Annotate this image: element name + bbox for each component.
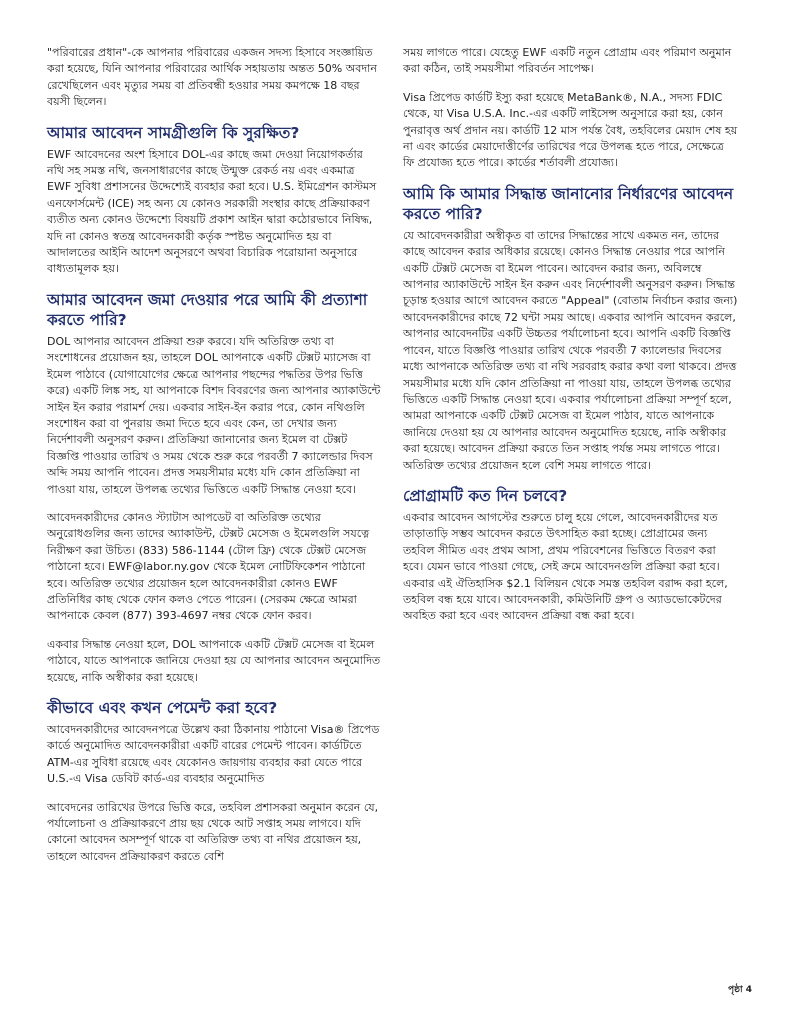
paragraph-materials-secure: EWF আবেদনের অংশ হিসাবে DOL-এর কাছে জমা দেওয়া নিয়োগকর্তার নথি সহ সমস্ত নথি, জনসাধারণের কাছে উন্মুক্ত রেকর্ড নয় এবং একমাত্র EWF সুবিধা প্রশাসনের উদ্দেশ্যেই ব্যবহার করা হবে। U.S. ইমিগ্রেশন কাস্টমস এনফোর্সমেন্ট (ICE) সহ অন্য যে কোনও সরকারী সংস্থার কাছে প্রক্রিয়াকরণ ব্যতীত অন্য কোনও উদ্দেশ্যে বিষয়টি প্রকাশ আইন দ্বারা কঠোরভাবে নিষিদ্ধ, যদি না কোনও স্বতন্ত্র আবেদনকারী কর্তৃক স্পষ্টভ অনুমোদিত হয় বা আদালতের আইনি আদেশ অনুসরণে অথবা বিচারিক পরোয়ানা অনুসারে বাধ্যতামূলক হয়। xyxy=(47,147,377,276)
page-number: পৃষ্ঠা 4 xyxy=(728,985,752,995)
paragraph-visa-card: Visa প্রিপেড কার্ডটি ইস্যু করা হয়েছে MetaBank®, N.A., সদস্য FDIC থেকে, যা Visa U.S.A. Inc.-এর একটি লাইসেন্স অনুসারে করা হয়, কোন পুনরাবৃত্ত অর্থ প্রদান নয়। কার্ডটি 12 মাস পর্যন্ত বৈধ, তহবিলের মেয়াদ শেষ হয় না এবং কার্ডের মেয়াদোত্তীর্ণের তারিখের পরে উপলব্ধ হতে পারে, সেক্ষেত্রে ফি প্রযোজ্য হতে পারে। কার্ডের শর্তাবলী প্রযোজ্য। xyxy=(403,90,738,170)
paragraph-status-updates: আবেদনকারীদের কোনও স্ট্যাটাস আপডেট বা অতিরিক্ত তথ্যের অনুরোধগুলির জন্য তাদের অ্যাকাউন্ট, টেক্সট মেসেজ ও ইমেলগুলি সযত্নে নিরীক্ষণ করা উচিত। (833) 586-1144 (টোল ফ্রি) থেকে টেক্সট মেসেজ পাঠানো হবে। EWF@labor.ny.gov থেকে ইমেল নোটিফিকেশন পাঠানো হবে। অতিরিক্ত তথ্যের প্রয়োজন হলে আবেদনকারীরা কোনও EWF প্রতিনিধির কাছ থেকে ফোন কলও পেতে পারেন। (সেরকম ক্ষেত্রে আমরা আপনাকে কেবল (877) 393-4697 নম্বর থেকে ফোন করব। xyxy=(47,510,370,623)
paragraph-appeal: যে আবেদনকারীরা অস্বীকৃত বা তাদের সিদ্ধান্তের সাথে একমত নন, তাদের কাছে আবেদন করার অধিকার রয়েছে। কোনও সিদ্ধান্ত নেওয়ার পরে আপনি একটি টেক্সট মেসেজ বা ইমেল পাবেন। আবেদন করার জন্য, অবিলম্বে আপনার অ্যাকাউন্টে সাইন ইন করুন এবং নির্দেশাবলী অনুসরণ করুন। সিদ্ধান্ত চূড়ান্ত হওয়ার আগে আবেদন করতে "Appeal" (বোতাম নির্বাচন করার জন্য) আবেদনকারীদের কাছে 72 ঘন্টা সময় আছে। একবার আপনি আবেদন করলে, আপনার আবেদনটির একটি উচ্চতর পর্যালোচনা হবে। আপনি একটি বিজ্ঞপ্তি পাবেন, যাতে বিজ্ঞপ্তি পাওয়ার তারিখ থেকে পরবর্তী 7 ক্যালেন্ডার দিবসের মধ্যে আপনাকে অতিরিক্ত তথ্য বা নথি সরবরাহ করার কথা বলা থাকবে। প্রদত্ত সময়সীমার মধ্যে যদি কোন প্রতিক্রিয়া না পাওয়া যায়, তাহলে উপলব্ধ তথ্যের ভিত্তিতে একটি সিদ্ধান্ত নেওয়া হবে। একবার পর্যালোচনা প্রক্রিয়া সম্পূর্ণ হলে, আমরা আপনাকে একটি টেক্সট মেসেজ বা ইমেল পাঠাব, যাতে আপনাকে জানিয়ে দেওয়া হয় যে আপনার আবেদন অনুমোদিত হয়েছে, নাকি অস্বীকার করা হয়েছে। আবেদন প্রক্রিয়া করতে তিন সপ্তাহ পর্যন্ত সময় লাগতে পারে। অতিরিক্ত তথ্যের প্রয়োজন হলে বেশি সময় লাগতে পারে। xyxy=(403,228,738,472)
paragraph-decision-notice: একবার সিদ্ধান্ত নেওয়া হলে, DOL আপনাকে একটি টেক্সট মেসেজ বা ইমেল পাঠাবে, যাতে আপনাকে জানিয়ে দেওয়া হয় যে আপনার আবেদন অনুমোদিত হয়েছে, নাকি অস্বীকার করা হয়েছে। xyxy=(47,637,381,684)
left-column xyxy=(47,45,382,877)
right-column xyxy=(403,45,738,637)
paragraph-payment-card: আবেদনকারীদের আবেদনপত্রে উল্লেখ করা ঠিকানায় পাঠানো Visa® প্রিপেড কার্ডে অনুমোদিত আবেদনকারীরা একটি বারের পেমেন্ট পাবেন। কার্ডটিতে ATM-এর সুবিধা রয়েছে এবং যেকোনও জায়গায় ব্যবহার করা যেতে পারে U.S.-এ Visa ডেবিট কার্ড-এর ব্যবহার অনুমোদিত xyxy=(47,723,380,786)
heading-program-duration: প্রোগ্রামটি কত দিন চলবে? xyxy=(403,486,568,505)
heading-payment: কীভাবে এবং কখন পেমেন্ট করা হবে? xyxy=(47,699,278,717)
paragraph-program-duration: একবার আবেদন আগস্টের শুরুতে চালু হয়ে গেলে, আবেদনকারীদের যত তাড়াতাড়ি সম্ভব আবেদন করতে উৎসাহিত করা হচ্ছে। প্রোগ্রামের জন্য তহবিল সীমিত এবং প্রথম আসা, প্রথম পরিবেশনের ভিত্তিতে বিতরণ করা হবে। যেমন ভাবে পাওয়া গেছে, সেই ক্রমে আবেদনগুলি প্রক্রিয়া করা হবে। একবার এই ঐতিহাসিক $2.1 বিলিয়ন থেকে সমস্ত তহবিল বরাদ্দ করা হলে, তহবিল বন্ধ হয়ে যাবে। আবেদনকারী, কমিউনিটি গ্রুপ ও অ্যাডভোকেটদের অবহিত করা হবে এবং আবেদন প্রক্রিয়া বন্ধ করা হবে। xyxy=(403,510,728,623)
heading-what-to-expect: আমার আবেদন জমা দেওয়ার পরে আমি কী প্রত্যাশা করতে পারি? xyxy=(47,290,368,329)
heading-materials-secure: আমার আবেদন সামগ্রীগুলি কি সুরক্ষিত? xyxy=(47,123,300,142)
paragraph-processing-time: আবেদনের তারিখের উপরে ভিত্তি করে, তহবিল প্রশাসকরা অনুমান করেন যে, পর্যালোচনা ও প্রক্রিয়াকরণে প্রায় ছয় থেকে আট সপ্তাহ সময় লাগবে। যদি কোনো আবেদন অসম্পূর্ণ থাকে বা অতিরিক্ত তথ্য বা নথির প্রয়োজন হয়, তাহলে আবেদন প্রক্রিয়াকরণ করতে বেশি xyxy=(47,800,379,863)
paragraph-timeline-continued: সময় লাগতে পারে। যেহেতু EWF একটি নতুন প্রোগ্রাম এবং পরিমাণ অনুমান করা কঠিন, তাই সময়সীমা পরিবর্তন সাপেক্ষ। xyxy=(403,46,732,76)
paragraph-head-of-household: "পরিবারের প্রধান"-কে আপনার পরিবারের একজন সদস্য হিসাবে সংজ্ঞায়িত করা হয়েছে, যিনি আপনার পরিবারের আর্থিক সহায়তায় অন্তত 50% অবদান রেখেছিলেন এবং মৃত্যুর সময় বা প্রতিবন্ধী হওয়ার সময় কমপক্ষে 18 বছর বয়সী ছিলেন। xyxy=(47,46,377,109)
heading-appeal: আমি কি আমার সিদ্ধান্ত জানানোর নির্ধারণের আবেদন করতে পারি? xyxy=(403,184,734,223)
paragraph-what-to-expect: DOL আপনার আবেদন প্রক্রিয়া শুরু করবে। যদি অতিরিক্ত তথ্য বা সংশোধনের প্রয়োজন হয়, তাহলে DOL আপনাকে একটি টেক্সট ম্যাসেজ বা ইমেল পাঠাবে (যোগাযোগের ক্ষেত্রে আপনার পছন্দের পদ্ধতির উপর ভিত্তি করে) একটি লিঙ্ক সহ, যা আপনাকে বিশদ বিবরণের জন্য আপনার অ্যাকাউন্টে সাইন ইন করার পরামর্শ দেয়। একবার সাইন-ইন করার পরে, কোন নথিগুলি সংশোধন করা বা পুনরায় জমা দিতে হবে এবং কেন, তা দেখার জন্য নির্দেশাবলী অনুসরণ করুন। প্রতিক্রিয়া জানানোর জন্য ইমেল বা টেক্সট বিজ্ঞপ্তি পাওয়ার তারিখ ও সময় থেকে শুরু করে পরবর্তী 7 ক্যালেন্ডার দিবস অব্দি সময় আপনি পাবেন। প্রদত্ত সময়সীমার মধ্যে যদি কোন প্রতিক্রিয়া না পাওয়া যায়, তাহলে উপলব্ধ তথ্যের ভিত্তিতে একটি সিদ্ধান্ত নেওয়া হবে। xyxy=(47,334,381,496)
